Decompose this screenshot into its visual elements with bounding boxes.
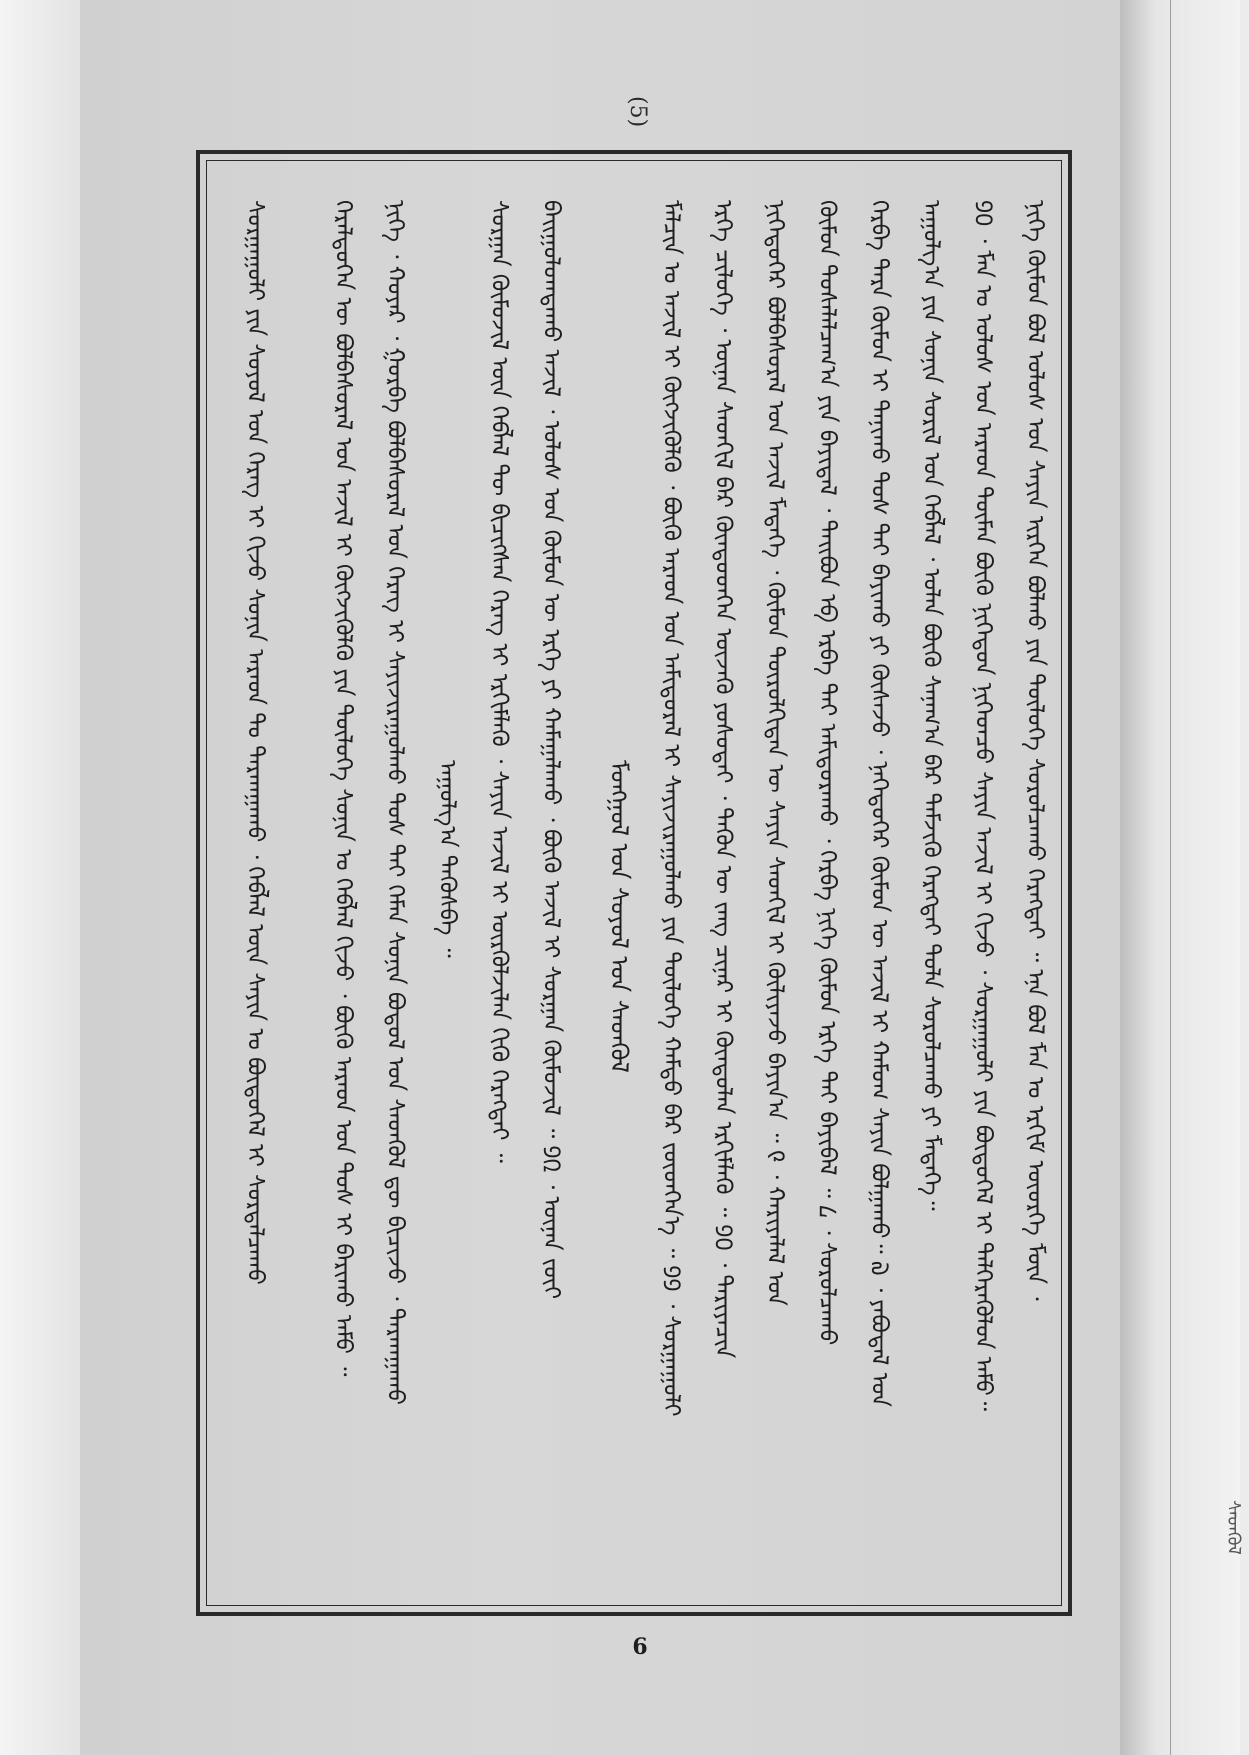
text-column: ᠰᠤᠷᠭᠠᠨ ᠬᠦᠮᠦᠵᠢᠯ ᠦᠨ ᠬᠡᠪᠯᠡᠯ ᠲᠦ ᠪᠢᠴᠢᠭᠰᠡᠨ ᠬᠡᠷᠡᠭ ᠢ ᠡᠷᠬᠢᠮᠯᠡᠬᠦ ᠂ ᠰᠠᠶᠢᠨ ᠠᠵᠢᠯ ᠢ ᠦᠷᠭᠦᠯᠵᠢᠯᠡᠨ ᠬᠢᠬᠦ ᠬᠡᠷᠡᠭᠲᠡᠢ ᠃ [486, 200, 512, 1163]
text-column: ᠑᠐ ᠂ ᠮᠠᠨ ᠤ ᠤᠯᠤᠰ ᠤᠨ ᠠᠷᠠᠳ ᠲᠦᠮᠡᠨ ᠪᠦᠬᠦ ᠨᠢᠭᠡᠳᠦᠨ ᠨᠢᠭᠡᠳᠴᠦ ᠰᠠᠶᠢᠨ ᠠᠵᠢᠯ ᠢ ᠬᠢᠵᠦ ᠂ ᠰᠤᠷᠭᠠᠭᠤᠯᠢ ᠶᠢᠨ ᠪᠦᠲᠦᠭᠡᠯ ᠢ ᠳᠡᠯᠭᠡᠷᠡᠭᠦᠯᠦᠨ ᠠᠮᠤ᠃ [970, 200, 996, 1411]
page-number: 6 [632, 1634, 648, 1660]
text-column: ᠬᠡᠷᠪᠡ ᠲᠡᠷᠡ ᠬᠦᠮᠦᠨ ᠢ ᠲᠠᠨᠢᠬᠤ ᠲᠤᠰ ᠲᠠᠢ ᠪᠠᠶᠢᠬᠤ ᠶᠢ ᠬᠦᠰᠡᠵᠦ ᠂ ᠨᠡᠭᠡᠳᠦᠭᠡᠷ ᠬᠦᠮᠦᠨ ᠦ ᠠᠵᠢᠯ ᠢ ᠬᠠᠮᠤᠭ ᠰᠠᠶᠢᠨ ᠪᠣᠯᠭᠠᠬᠤ᠃ ᠗ ᠂ ᠶᠠᠪᠤᠳᠠᠯ ᠤᠨ [866, 200, 892, 1407]
top-section-marker: (5) [625, 96, 650, 128]
facing-page-edge [1120, 0, 1240, 1755]
running-header: ᠮᠣᠩᠭᠣᠯ ᠤᠨ ᠰᠣᠶᠣᠯ ᠤᠨ ᠰᠡᠳᠬᠦᠯ [605, 760, 633, 1073]
text-column: ᠡᠷᠬᠡ ᠴᠢᠯᠦᠭᠡ ᠂ ᠦᠨᠡᠨ ᠰᠡᠳᠬᠢᠯ ᠪᠠᠷ ᠬᠦᠨᠳᠦᠳᠬᠡᠨ ᠦᠵᠡᠬᠦ ᠶᠣᠰᠣᠳᠠᠢ ᠂ ᠲᠡᠭᠦᠨ ᠦ ᠵᠠᠩ ᠴᠢᠨᠠᠷ ᠢ ᠬᠦᠨᠳᠦᠯᠡᠨ ᠡᠷᠬᠢᠮᠯᠡᠬᠦ ᠃ ᠑᠐ ᠂ ᠲᠠᠷᠢᠶᠠᠴᠢᠨ [710, 200, 736, 1359]
scan-margin-left [0, 0, 80, 1755]
text-column: ᠨᠢᠭᠡ ᠬᠦᠮᠦᠨ ᠪᠣᠯ ᠤᠯᠤᠰ ᠤᠨ ᠰᠠᠶᠢᠨ ᠢᠷᠭᠡᠨ ᠪᠣᠯᠬᠤ ᠶᠢᠨ ᠲᠥᠯᠥᠭᠡ ᠰᠤᠷᠤᠯᠴᠠᠬᠤ ᠬᠡᠷᠡᠭᠲᠡᠢ ᠃ ᠡᠨᠡ ᠪᠣᠯ ᠮᠠᠨ ᠤ ᠡᠷᠬᠢᠮ ᠦᠦᠷᠭᠡ ᠮᠥᠨ ᠂ [1022, 200, 1048, 1301]
text-column: ᠨᠢᠭᠡ ᠂ ᠬᠣᠶᠠᠷ ᠂ ᠭᠤᠷᠪᠠ ᠪᠣᠯᠪᠠᠰᠤᠷᠠᠯ ᠤᠨ ᠬᠡᠷᠡᠭ ᠢ ᠰᠠᠶᠢᠵᠢᠷᠠᠭᠤᠯᠬᠤ ᠲᠤᠰ ᠲᠠᠢ ᠬᠡᠮᠡᠨ ᠰᠣᠨᠢᠨ ᠪᠣᠳᠤᠯ ᠤᠨ ᠰᠡᠳᠬᠦᠯ ᠳᠦ ᠪᠢᠴᠢᠵᠦ ᠂ ᠲᠠᠷᠬᠠᠭᠠᠬᠤ [382, 200, 408, 1405]
text-column: ᠨᠢᠭᠡᠳᠦᠭᠡᠷ ᠪᠣᠯᠪᠠᠰᠤᠷᠠᠯ ᠤᠨ ᠠᠵᠢᠯ ᠮᠡᠳᠡᠭᠡ ᠂ ᠬᠦᠮᠦᠨ ᠲᠥᠷᠥᠯᠬᠢᠲᠡᠨ ᠦ ᠰᠠᠶᠢᠨ ᠰᠡᠳᠬᠢᠯ ᠢ ᠬᠦᠯᠢᠶᠡᠵᠦ ᠪᠠᠶᠢᠨ᠎ᠠ ᠃ ᠙ ᠂ ᠬᠠᠷᠢᠶᠠᠯᠠᠯ ᠤᠨ [762, 200, 788, 1306]
facing-page-header: ᠰᠡᠳᠬᠦᠯ [1223, 1500, 1244, 1555]
text-column: ᠬᠦᠮᠦᠨ ᠲᠤᠰᠠᠯᠠᠯᠴᠠᠭ᠎ᠠ ᠶᠢᠨ ᠪᠠᠶᠢᠳᠠᠯ ᠂ ᠲᠠᠢᠪᠤᠨ ᠡᠪ ᠡᠷᠪᠡ ᠲᠡᠢ ᠠᠮᠢᠳᠤᠷᠠᠬᠤ ᠂ ᠬᠡᠷᠪᠡ ᠨᠢᠭᠡ ᠬᠦᠮᠦᠨ ᠡᠷᠬᠡ ᠲᠠᠢ ᠪᠠᠶᠢᠪᠠᠯ ᠃ ᠘ ᠂ ᠰᠤᠷᠤᠯᠴᠠᠬᠤ [814, 200, 840, 1346]
text-column: ᠪᠠᠢᠭᠤᠯᠤᠭᠳᠠᠬᠤ ᠠᠵᠢᠯ ᠂ ᠤᠯᠤᠰ ᠤᠨ ᠬᠦᠮᠦᠨ ᠦ ᠡᠷᠬᠡ ᠶᠢ ᠬᠠᠮᠠᠭᠠᠯᠠᠬᠤ ᠂ ᠪᠦᠬᠦ ᠠᠵᠢᠯ ᠢ ᠰᠤᠷᠭᠠᠨ ᠬᠦᠮᠦᠵᠢᠯ ᠃ ᠑᠒ ᠂ ᠦᠨᠡᠨ ᠵᠦᠢ [538, 200, 564, 1300]
text-column: ᠰᠤᠷᠭᠠᠭᠤᠯᠢ ᠶᠢᠨ ᠰᠣᠶᠣᠯ ᠤᠨ ᠬᠡᠷᠡᠭ ᠢ ᠬᠢᠵᠦ ᠰᠣᠨᠢᠨ ᠠᠷᠠᠳ ᠲᠤ ᠲᠠᠷᠬᠠᠭᠠᠬᠤ ᠂ ᠬᠡᠪᠯᠡᠯ ᠦᠨ ᠰᠠᠶᠢᠨ ᠤ ᠪᠦᠲᠦᠭᠡᠯ ᠢ ᠰᠤᠷᠲᠠᠯᠴᠠᠬᠤ [242, 200, 268, 1285]
text-column: ᠮᠠᠯᠴᠢᠨ ᠤ ᠠᠵᠢᠯ ᠢ ᠬᠥᠭᠵᠢᠭᠦᠯᠬᠦ ᠂ ᠪᠦᠬᠦ ᠠᠷᠠᠳ ᠤᠨ ᠠᠮᠢᠳᠤᠷᠠᠯ ᠢ ᠰᠠᠶᠢᠵᠢᠷᠠᠭᠤᠯᠬᠤ ᠶᠢᠨ ᠲᠥᠯᠥᠭᠡ ᠬᠠᠮᠲᠤ ᠪᠡᠷ ᠵᠦᠳᠭᠡᠨ᠎ᠡ ᠃ ᠑᠑ ᠂ ᠰᠤᠷᠭᠠᠭᠤᠯᠢ [658, 200, 684, 1417]
text-column: ᠠᠭᠤᠯᠭ᠎ᠠ ᠶᠢᠨ ᠰᠣᠨᠢᠨ ᠰᠣᠷᠢᠯ ᠤᠨ ᠬᠡᠪᠯᠡᠯ ᠂ ᠣᠯᠠᠨ ᠪᠦᠬᠦ ᠰᠠᠨᠠᠭ᠎ᠠ ᠪᠡᠷ ᠳᠡᠮᠵᠢᠬᠦ ᠬᠡᠷᠡᠭᠲᠡᠢ ᠲᠤᠯᠠ ᠰᠤᠷᠤᠯᠴᠠᠬᠤ ᠶᠢ ᠮᠡᠳᠡᠭᠡ᠃ [918, 200, 944, 1211]
page-fold-line [1170, 0, 1171, 1755]
section-end-heading: ᠠᠭᠤᠯᠭ᠎ᠠ ᠲᠡᠭᠦᠰᠪᠡ ᠃ [434, 760, 460, 958]
text-column: ᠭᠡᠷᠡᠯᠲᠦᠭᠡᠨ ᠦ ᠪᠣᠯᠪᠠᠰᠤᠷᠠᠯ ᠤᠨ ᠠᠵᠢᠯ ᠢ ᠬᠥᠭᠵᠢᠭᠦᠯᠬᠦ ᠶᠢᠨ ᠲᠥᠯᠥᠭᠡ ᠰᠣᠨᠢᠨ ᠤ ᠬᠡᠪᠯᠡᠯ ᠬᠢᠵᠦ ᠂ ᠪᠦᠬᠦ ᠠᠷᠠᠳ ᠤᠨ ᠲᠤᠰ ᠢ ᠪᠠᠷᠢᠬᠤ ᠠᠮᠤ ᠃ [330, 200, 356, 1377]
